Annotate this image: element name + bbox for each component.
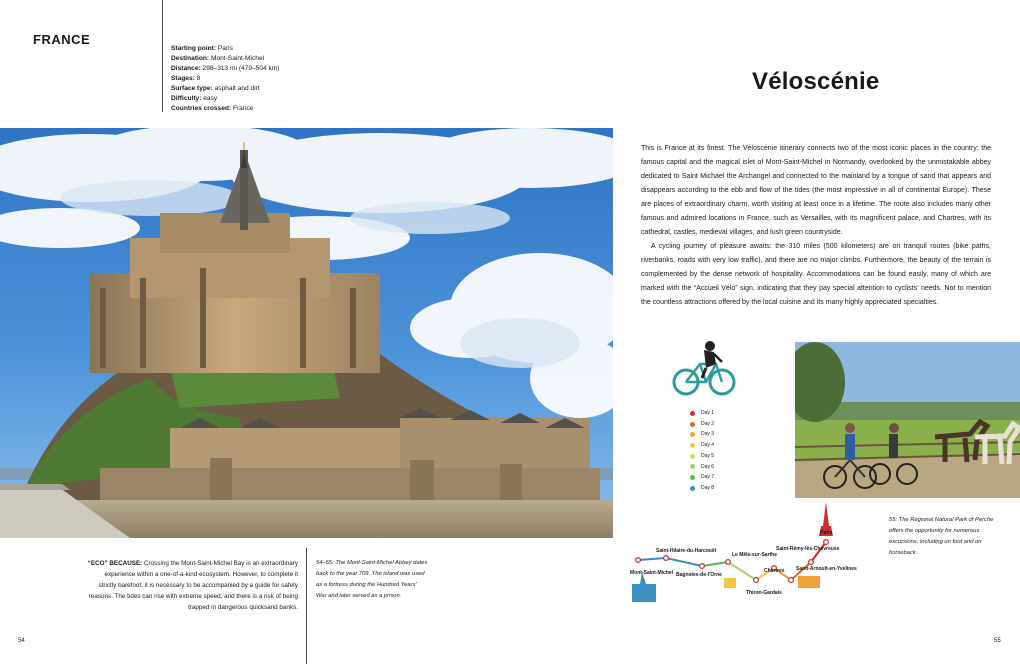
label-le-mele: Le Mêle-sur-Sarthe bbox=[732, 552, 778, 558]
legend-dot bbox=[690, 475, 695, 480]
legend-item: Day 2 bbox=[690, 419, 714, 430]
mont-saint-michel-photo bbox=[0, 128, 613, 538]
legend-dot bbox=[690, 432, 695, 437]
legend-item: Day 4 bbox=[690, 440, 714, 451]
article-body bbox=[641, 142, 991, 310]
article-paragraph-2: A cycling journey of pleasure awaits: the 310 miles (500 kilometers) are on tranquil routes (bike paths, riverbanks, roads with very low traffic), and there are no major climbs. Furthermore, the beauty of the terrain is complemented by the dense network of hospitality. Accommodations can be found easily, many of which are marked with the “Accueil Vélo” sign, indicating that they pay special attention to cyclists’ needs. Not to mention the countless attractions offered by the local cuisine and its many highly appreciated specialties. bbox=[641, 243, 991, 306]
eco-note bbox=[86, 558, 298, 613]
label-bagnoles: Bagnoles-de-l'Orne bbox=[676, 572, 722, 578]
legend-dot bbox=[690, 454, 695, 459]
cyclist-icon bbox=[670, 338, 740, 398]
chateau-icon bbox=[798, 576, 820, 588]
eco-label: “ECO” BECAUSE: bbox=[87, 560, 143, 567]
page-number-left: 54 bbox=[18, 638, 25, 644]
legend-item: Day 3 bbox=[690, 429, 714, 440]
legend-item: Day 8 bbox=[690, 483, 714, 494]
legend-dot bbox=[690, 443, 695, 448]
legend-item: Day 7 bbox=[690, 472, 714, 483]
spec-destination: Destination: Mont-Saint-Michel bbox=[171, 55, 265, 62]
spec-difficulty: Difficulty: easy bbox=[171, 95, 218, 102]
stop-thiron bbox=[754, 578, 759, 583]
legend-dot bbox=[690, 464, 695, 469]
legend-dot bbox=[690, 422, 695, 427]
stop-le-mele bbox=[726, 560, 731, 565]
country-heading: FRANCE bbox=[33, 32, 91, 47]
eco-text: Crossing the Mont-Saint-Michel Bay is an extraordinary experience within a one-of-a-kind ecosystem. However, to complete it strictly barefoot, it is necessary to be accompanied by a guide for safety reasons. The tides can rise with extreme speed, and there is a risk of being trapped in dangerous quicksand banks. bbox=[88, 560, 298, 611]
stop-saint-arnoult bbox=[789, 578, 794, 583]
stop-saint-remy bbox=[809, 560, 814, 565]
spec-countries: Countries crossed: France bbox=[171, 105, 254, 112]
stop-bagnoles bbox=[700, 564, 705, 569]
label-mont-saint-michel: Mont-Saint-Michel bbox=[630, 570, 674, 576]
route-specs bbox=[171, 44, 280, 114]
header-divider bbox=[162, 0, 163, 112]
caption-divider bbox=[306, 548, 307, 664]
page-number-right: 55 bbox=[994, 638, 1001, 644]
perche-park-photo bbox=[795, 342, 1020, 498]
label-saint-hilaire: Saint-Hilaire-du-Harcouët bbox=[656, 548, 717, 554]
spec-surface: Surface type: asphalt and dirt bbox=[171, 85, 260, 92]
stop-paris bbox=[824, 540, 829, 545]
spec-stages: Stages: 8 bbox=[171, 75, 201, 82]
label-thiron: Thiron-Gardais bbox=[746, 590, 782, 596]
label-saint-arnoult: Saint-Arnoult-en-Yvelines bbox=[796, 566, 857, 572]
label-paris: Paris bbox=[820, 530, 833, 536]
stop-mont-saint-michel bbox=[636, 558, 641, 563]
chartres-cathedral-icon bbox=[724, 578, 736, 588]
route-map bbox=[628, 500, 888, 610]
article-paragraph-1: This is France at its finest. The Véloscénie itinerary connects two of the most iconic places in the country: the famous capital and the magical islet of Mont-Saint-Michel in Normandy, overlooked by the unmistakable abbey dedicated to Saint Michael the Archangel and connected to the mainland by a tongue of sand that appears and disappears according to the ebb and flow of the tides (the most impressive in all of continental Europe). These are places of extraordinary charm, worth visiting at least once in a lifetime. The route also includes many other famous and admired locations in France, such as Versailles, with its magnificent palace, and Chartres, with its cathedral, castles, medieval villages, and lush green countryside. bbox=[641, 145, 991, 236]
legend-dot bbox=[690, 411, 695, 416]
legend-item: Day 1 bbox=[690, 408, 714, 419]
stop-saint-hilaire bbox=[664, 556, 669, 561]
perche-photo-caption: 55: The Regional Natural Park of Perche offers the opportunity for numerous excursions, including on foot and on horseback. bbox=[889, 517, 994, 556]
legend-item: Day 5 bbox=[690, 451, 714, 462]
legend-dot bbox=[690, 486, 695, 491]
label-saint-remy: Saint-Rémy-lès-Chevreuse bbox=[776, 546, 840, 552]
route-legend bbox=[690, 408, 714, 494]
mont-saint-michel-icon bbox=[632, 572, 656, 602]
page-title: Véloscénie bbox=[752, 68, 880, 95]
label-chartres: Chartres bbox=[764, 568, 785, 574]
spec-start: Starting point: Paris bbox=[171, 45, 233, 52]
abbey-photo-caption: 54–55: The Mont-Saint-Michel Abbey dates back to the year 709. The island was used as a fortress during the Hundred Years' War and later served as a prison. bbox=[316, 560, 428, 599]
spec-distance: Distance: 298–313 mi (479–504 km) bbox=[171, 65, 280, 72]
legend-item: Day 6 bbox=[690, 462, 714, 473]
